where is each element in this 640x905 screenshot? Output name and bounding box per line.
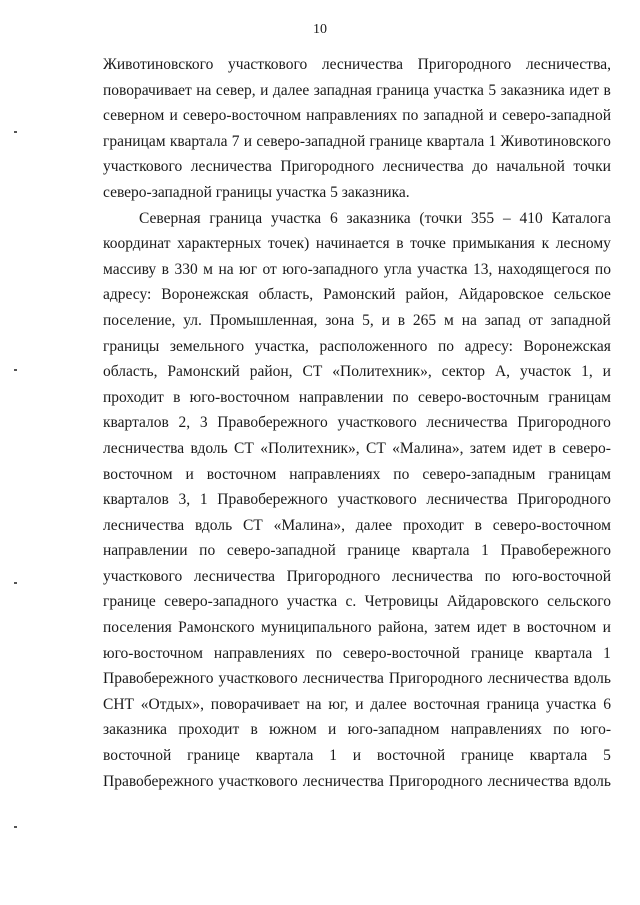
word: кварталов <box>103 414 169 432</box>
word: лесничества <box>302 772 384 790</box>
word: – <box>502 209 511 227</box>
word: лесничества <box>487 772 569 790</box>
word: в <box>474 516 482 534</box>
word: 2, <box>178 414 191 432</box>
word: юго-восточной <box>512 567 611 585</box>
word: ул. <box>183 311 202 329</box>
word: лесничества <box>190 158 272 176</box>
text-line <box>103 641 611 667</box>
word: лесничества <box>426 414 508 432</box>
word: северо-западной <box>256 132 366 150</box>
word: северо-восточном <box>182 107 302 125</box>
word: с. <box>345 593 357 611</box>
text-line <box>103 513 611 539</box>
word: направлениях <box>306 107 398 125</box>
word: лесничества <box>103 439 185 457</box>
text-line <box>103 615 611 641</box>
word: проходит <box>178 721 240 739</box>
text-line <box>103 385 611 411</box>
word: участок <box>519 363 572 381</box>
word: Рамонский <box>167 363 240 381</box>
text-line <box>103 154 611 180</box>
text-line <box>103 334 611 360</box>
word: по <box>594 260 611 278</box>
word: 6 <box>603 695 611 713</box>
word: в <box>548 439 556 457</box>
word: лесничества, <box>525 56 611 73</box>
text-line <box>103 564 611 590</box>
word: поселения <box>103 619 172 637</box>
word: по <box>553 721 570 739</box>
word: район, <box>249 363 293 381</box>
word: Каталога <box>551 209 611 227</box>
word: 1 <box>481 542 489 560</box>
word: 3 <box>199 414 208 432</box>
word: до <box>472 158 488 176</box>
word: Правобережного <box>217 414 328 432</box>
word: в <box>603 81 611 99</box>
word: м <box>444 311 454 329</box>
word: 5 <box>603 747 611 765</box>
text-line <box>103 52 611 78</box>
word: поселение, <box>103 311 176 329</box>
word: и <box>488 107 497 125</box>
word: примыкания <box>452 235 535 253</box>
word: вдоль <box>190 439 228 457</box>
word: на <box>218 260 234 278</box>
word: 7 <box>231 132 240 150</box>
word: земельного <box>169 337 245 355</box>
word: восточном <box>526 619 597 637</box>
word: границам <box>103 132 166 150</box>
word: СТ <box>234 439 254 457</box>
word: участкового <box>103 158 183 176</box>
word: северо-восточной <box>342 644 460 662</box>
word: сельского <box>547 593 611 611</box>
text-line <box>103 436 611 462</box>
word: участка <box>417 260 468 278</box>
word: юго-восточном <box>103 644 203 662</box>
word: адресу: <box>103 286 152 304</box>
word: юг <box>239 260 258 278</box>
word: адресу: <box>464 337 513 355</box>
word: Айдаровского <box>446 593 539 611</box>
word: северном <box>103 107 165 125</box>
text-line <box>103 487 611 513</box>
word: вдоль <box>573 772 611 790</box>
word: участкового <box>337 491 417 509</box>
word: заказника <box>346 209 411 227</box>
word: северо-западной <box>226 542 336 560</box>
word: юго-западном <box>347 721 440 739</box>
word: границам <box>548 388 611 406</box>
word: 265 <box>412 311 437 329</box>
word: участка <box>286 593 338 611</box>
text-line <box>103 462 611 488</box>
word: границе <box>470 644 524 662</box>
word: Правобережного <box>103 670 214 688</box>
word: направлении <box>298 388 384 406</box>
word: граница <box>209 209 263 227</box>
word: СТ <box>302 363 323 381</box>
word: СТ <box>242 516 263 534</box>
word: координат <box>103 235 171 253</box>
word: зона <box>325 311 355 329</box>
word: точек) <box>268 235 310 253</box>
word: «Малина», <box>273 516 345 534</box>
text-line <box>103 103 611 129</box>
word: Пригородного <box>286 567 381 585</box>
word: северо-восточным <box>417 388 540 406</box>
text-line <box>103 282 611 308</box>
word: далее <box>355 516 393 534</box>
word: участкового <box>218 772 298 790</box>
word: и <box>602 363 611 381</box>
word: область, <box>258 286 314 304</box>
word: границам <box>548 465 611 483</box>
word: проходит <box>103 388 164 406</box>
word: «Политехник», <box>332 363 432 381</box>
word: в <box>161 260 169 278</box>
word: по <box>437 337 455 355</box>
document-body <box>103 52 611 794</box>
word: Четровицы <box>364 593 439 611</box>
word: и <box>327 721 337 739</box>
word: северо-западной <box>502 107 611 125</box>
word: границе <box>461 747 514 765</box>
word: лесничества <box>382 158 464 176</box>
word: восточной <box>376 747 446 765</box>
word: и <box>381 311 390 329</box>
word: и <box>352 747 362 765</box>
word: северо-восточном <box>492 516 611 534</box>
word: западной <box>550 311 611 329</box>
word: участкового <box>103 567 183 585</box>
page-number: 10 <box>313 22 327 37</box>
word: лесному <box>555 235 611 253</box>
word: направлениях <box>450 721 542 739</box>
text-line <box>103 589 611 615</box>
word: Айдаровское <box>458 286 544 304</box>
word: участкового <box>227 56 308 73</box>
word: 1 <box>603 644 611 662</box>
word: в <box>396 235 404 253</box>
margin-dot <box>14 826 17 828</box>
word: граница <box>376 81 430 99</box>
word: м <box>203 260 213 278</box>
word: заказника <box>500 81 565 99</box>
word: юго-восточном <box>189 388 290 406</box>
word: север, <box>215 81 256 99</box>
word: квартала <box>426 132 485 150</box>
word: лесничества <box>193 567 276 585</box>
word: по <box>392 388 409 406</box>
word: восточном <box>206 465 277 483</box>
word: в <box>512 619 521 637</box>
word: точки <box>573 158 611 176</box>
word: участкового <box>218 670 298 688</box>
word: квартала <box>411 542 470 560</box>
word: далее <box>370 695 407 713</box>
word: область, <box>103 363 158 381</box>
text-line <box>103 359 611 385</box>
text-line <box>103 206 611 232</box>
word: по <box>393 465 410 483</box>
word: и <box>185 465 194 483</box>
word: лесничества <box>426 491 508 509</box>
text-line <box>103 231 611 257</box>
word: квартала <box>169 132 228 150</box>
word: и <box>260 81 269 99</box>
text-line <box>103 78 611 104</box>
word: и <box>602 619 611 637</box>
word: в <box>250 721 258 739</box>
word: Пригородного <box>517 414 611 432</box>
word: границе <box>347 542 401 560</box>
word: далее <box>272 81 310 99</box>
word: от <box>528 311 543 329</box>
word: Рамонский <box>323 286 396 304</box>
word: 1 <box>199 491 208 509</box>
word: Промышленная, <box>209 311 318 329</box>
margin-dot <box>14 131 17 133</box>
word: по <box>484 567 501 585</box>
word: восточной <box>103 747 172 765</box>
word: юго-западного <box>282 260 379 278</box>
word: участка, <box>254 337 309 355</box>
word: А, <box>494 363 511 381</box>
word: Пригородного <box>280 158 375 176</box>
word: расположенного <box>319 337 428 355</box>
word: точке <box>410 235 446 253</box>
word: 5 <box>488 81 497 99</box>
word: лесничества <box>321 56 404 73</box>
word: начинается <box>315 235 390 253</box>
word: от <box>262 260 277 278</box>
word: Животиновского <box>103 56 214 73</box>
word: района, <box>378 619 428 637</box>
word: южном <box>269 721 317 739</box>
word: Пригородного <box>388 670 483 688</box>
word: и <box>169 107 178 125</box>
word: на <box>306 695 322 713</box>
text-line <box>103 769 611 795</box>
word: северо- <box>562 439 611 457</box>
word: находящегося <box>497 260 590 278</box>
word: 410 <box>519 209 543 227</box>
word: идет <box>569 81 600 99</box>
word: СНТ <box>103 695 134 713</box>
margin-dot <box>14 369 17 371</box>
text-line: северо-западной границы участка 5 заказника. <box>103 183 410 201</box>
word: «Политехник», <box>260 439 360 457</box>
word: западной <box>423 107 484 125</box>
word: квартала <box>534 644 593 662</box>
word: 3, <box>178 491 191 509</box>
word: на <box>461 311 477 329</box>
word: «Малина», <box>392 439 464 457</box>
word: в <box>173 388 181 406</box>
word: сектор <box>441 363 486 381</box>
word: поворачивает <box>210 695 300 713</box>
word: участка <box>270 209 322 227</box>
word: кварталов <box>103 491 169 509</box>
word: северо-западного <box>164 593 279 611</box>
word: и <box>243 132 253 150</box>
word: Правобережного <box>103 772 214 790</box>
word: границе <box>103 593 156 611</box>
word: северо-западным <box>422 465 536 483</box>
word: граница <box>486 695 540 713</box>
word: массиву <box>103 260 157 278</box>
word: 1 <box>488 132 497 150</box>
word: юг, <box>328 695 349 713</box>
word: Пригородного <box>517 491 611 509</box>
word: 13, <box>473 260 493 278</box>
word: по <box>199 542 216 560</box>
text-line <box>103 129 611 155</box>
word: Рамонского <box>178 619 255 637</box>
word: идет <box>512 439 543 457</box>
word: затем <box>469 439 506 457</box>
text-line <box>103 666 611 692</box>
word: участка <box>546 695 597 713</box>
word: заказника <box>103 721 168 739</box>
word: характерных <box>177 235 262 253</box>
word: вдоль <box>573 670 611 688</box>
word: квартала <box>529 747 588 765</box>
word: к <box>541 235 550 253</box>
word: вдоль <box>194 516 233 534</box>
word: 6 <box>330 209 338 227</box>
word: западная <box>313 81 372 99</box>
word: сельское <box>553 286 611 304</box>
text-line <box>103 308 611 334</box>
word: квартала <box>255 747 314 765</box>
word: границе <box>369 132 423 150</box>
word: восточном <box>103 465 173 483</box>
word: участка <box>433 81 484 99</box>
word: направлениях <box>289 465 381 483</box>
word: идет <box>476 619 507 637</box>
word: затем <box>434 619 471 637</box>
word: лесничества <box>302 670 384 688</box>
word: на <box>196 81 212 99</box>
word: лесничества <box>103 516 185 534</box>
word: и <box>355 695 364 713</box>
word: по <box>402 107 419 125</box>
word: по <box>315 644 332 662</box>
word: Правобережного <box>217 491 328 509</box>
word: «Отдых», <box>140 695 204 713</box>
text-line <box>103 257 611 283</box>
word: (точки <box>419 209 463 227</box>
word: Воронежская <box>523 337 611 355</box>
word: начальной <box>496 158 565 176</box>
word: район, <box>405 286 449 304</box>
text-line <box>103 743 611 769</box>
word: юго- <box>580 721 611 739</box>
word: Пригородного <box>388 772 483 790</box>
text-line <box>103 410 611 436</box>
word: Северная <box>139 209 201 227</box>
word: Правобережного <box>500 542 611 560</box>
word: границе <box>187 747 240 765</box>
word: проходит <box>402 516 464 534</box>
word: Животиновского <box>500 132 611 150</box>
word: поворачивает <box>103 81 192 99</box>
text-line <box>103 692 611 718</box>
word: 1 <box>329 747 337 765</box>
word: запад <box>484 311 521 329</box>
word: участкового <box>337 414 417 432</box>
text-line <box>103 538 611 564</box>
word: муниципального <box>261 619 372 637</box>
word: направлении <box>103 542 188 560</box>
word: Воронежская <box>161 286 249 304</box>
word: в <box>397 311 406 329</box>
word: 1, <box>581 363 593 381</box>
word: границы <box>103 337 160 355</box>
margin-dot <box>14 582 17 584</box>
word: 330 <box>174 260 198 278</box>
word: 355 <box>470 209 495 227</box>
word: Пригородного <box>417 56 512 73</box>
word: лесничества <box>391 567 474 585</box>
word: 5, <box>362 311 374 329</box>
word: направлениях <box>213 644 305 662</box>
word: СТ <box>366 439 386 457</box>
word: восточная <box>413 695 480 713</box>
word: лесничества <box>487 670 569 688</box>
word: угла <box>383 260 412 278</box>
text-line <box>103 717 611 743</box>
